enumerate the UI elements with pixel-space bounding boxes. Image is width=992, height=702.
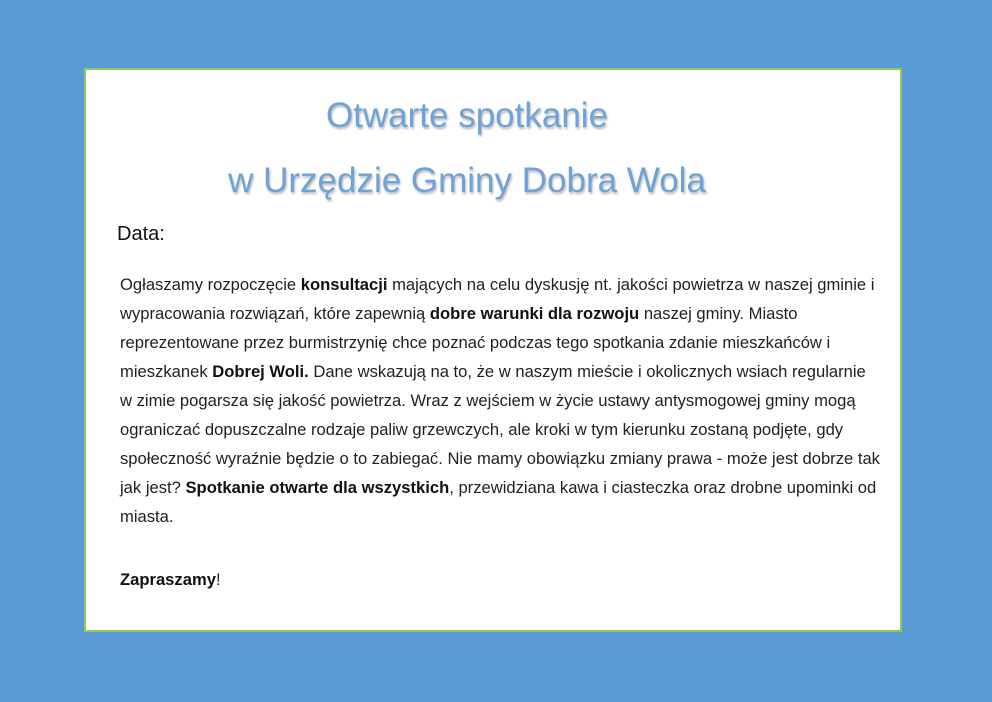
closing-line [120, 565, 221, 594]
date-label: Data: [117, 223, 165, 245]
body-bold-segment: konsultacji [300, 275, 388, 294]
closing-tail: ! [215, 570, 221, 589]
body-bold-segment: Spotkanie otwarte dla wszystkich [185, 478, 450, 497]
title-line-1: Otwarte spotkanie [325, 96, 609, 135]
announcement-card [84, 68, 902, 632]
body-bold-segment: Dobrej Woli. [212, 362, 309, 381]
body-bold-segment: dobre warunki dla rozwoju [429, 304, 640, 323]
closing-bold: Zapraszamy [120, 570, 216, 589]
body-text-segment: naszej gminy. Miasto reprezentowane przez burmistrzynię chce poznać podczas tego spotkania zdanie mieszkańców i mieszkanek [120, 304, 831, 381]
body-text-segment: Dane wskazują na to, że w naszym mieście i okolicznych wsiach regularnie w zimie pogarsza się jakość powietrza. Wraz z wejściem w życie ustawy antysmogowej gminy mogą ograniczać dopuszczalne rodzaje paliw grzewczych, ale kroki w tym kierunku zostaną podjęte, gdy społeczność wyraźnie będzie o to zabiegać. Nie mamy obowiązku zmiany prawa - może jest dobrze tak jak jest? [120, 362, 880, 497]
body-text-segment: Ogłaszamy rozpoczęcie [120, 275, 301, 294]
announcement-body [120, 270, 880, 531]
title-line-2: w Urzędzie Gminy Dobra Wola [228, 161, 706, 200]
body-text-segment: , przewidziana kawa i ciasteczka oraz drobne upominki od miasta. [120, 478, 877, 526]
body-text-segment: mających na celu dyskusję nt. jakości powietrza w naszej gminie i wypracowania rozwiązań, które zapewnią [120, 275, 875, 323]
